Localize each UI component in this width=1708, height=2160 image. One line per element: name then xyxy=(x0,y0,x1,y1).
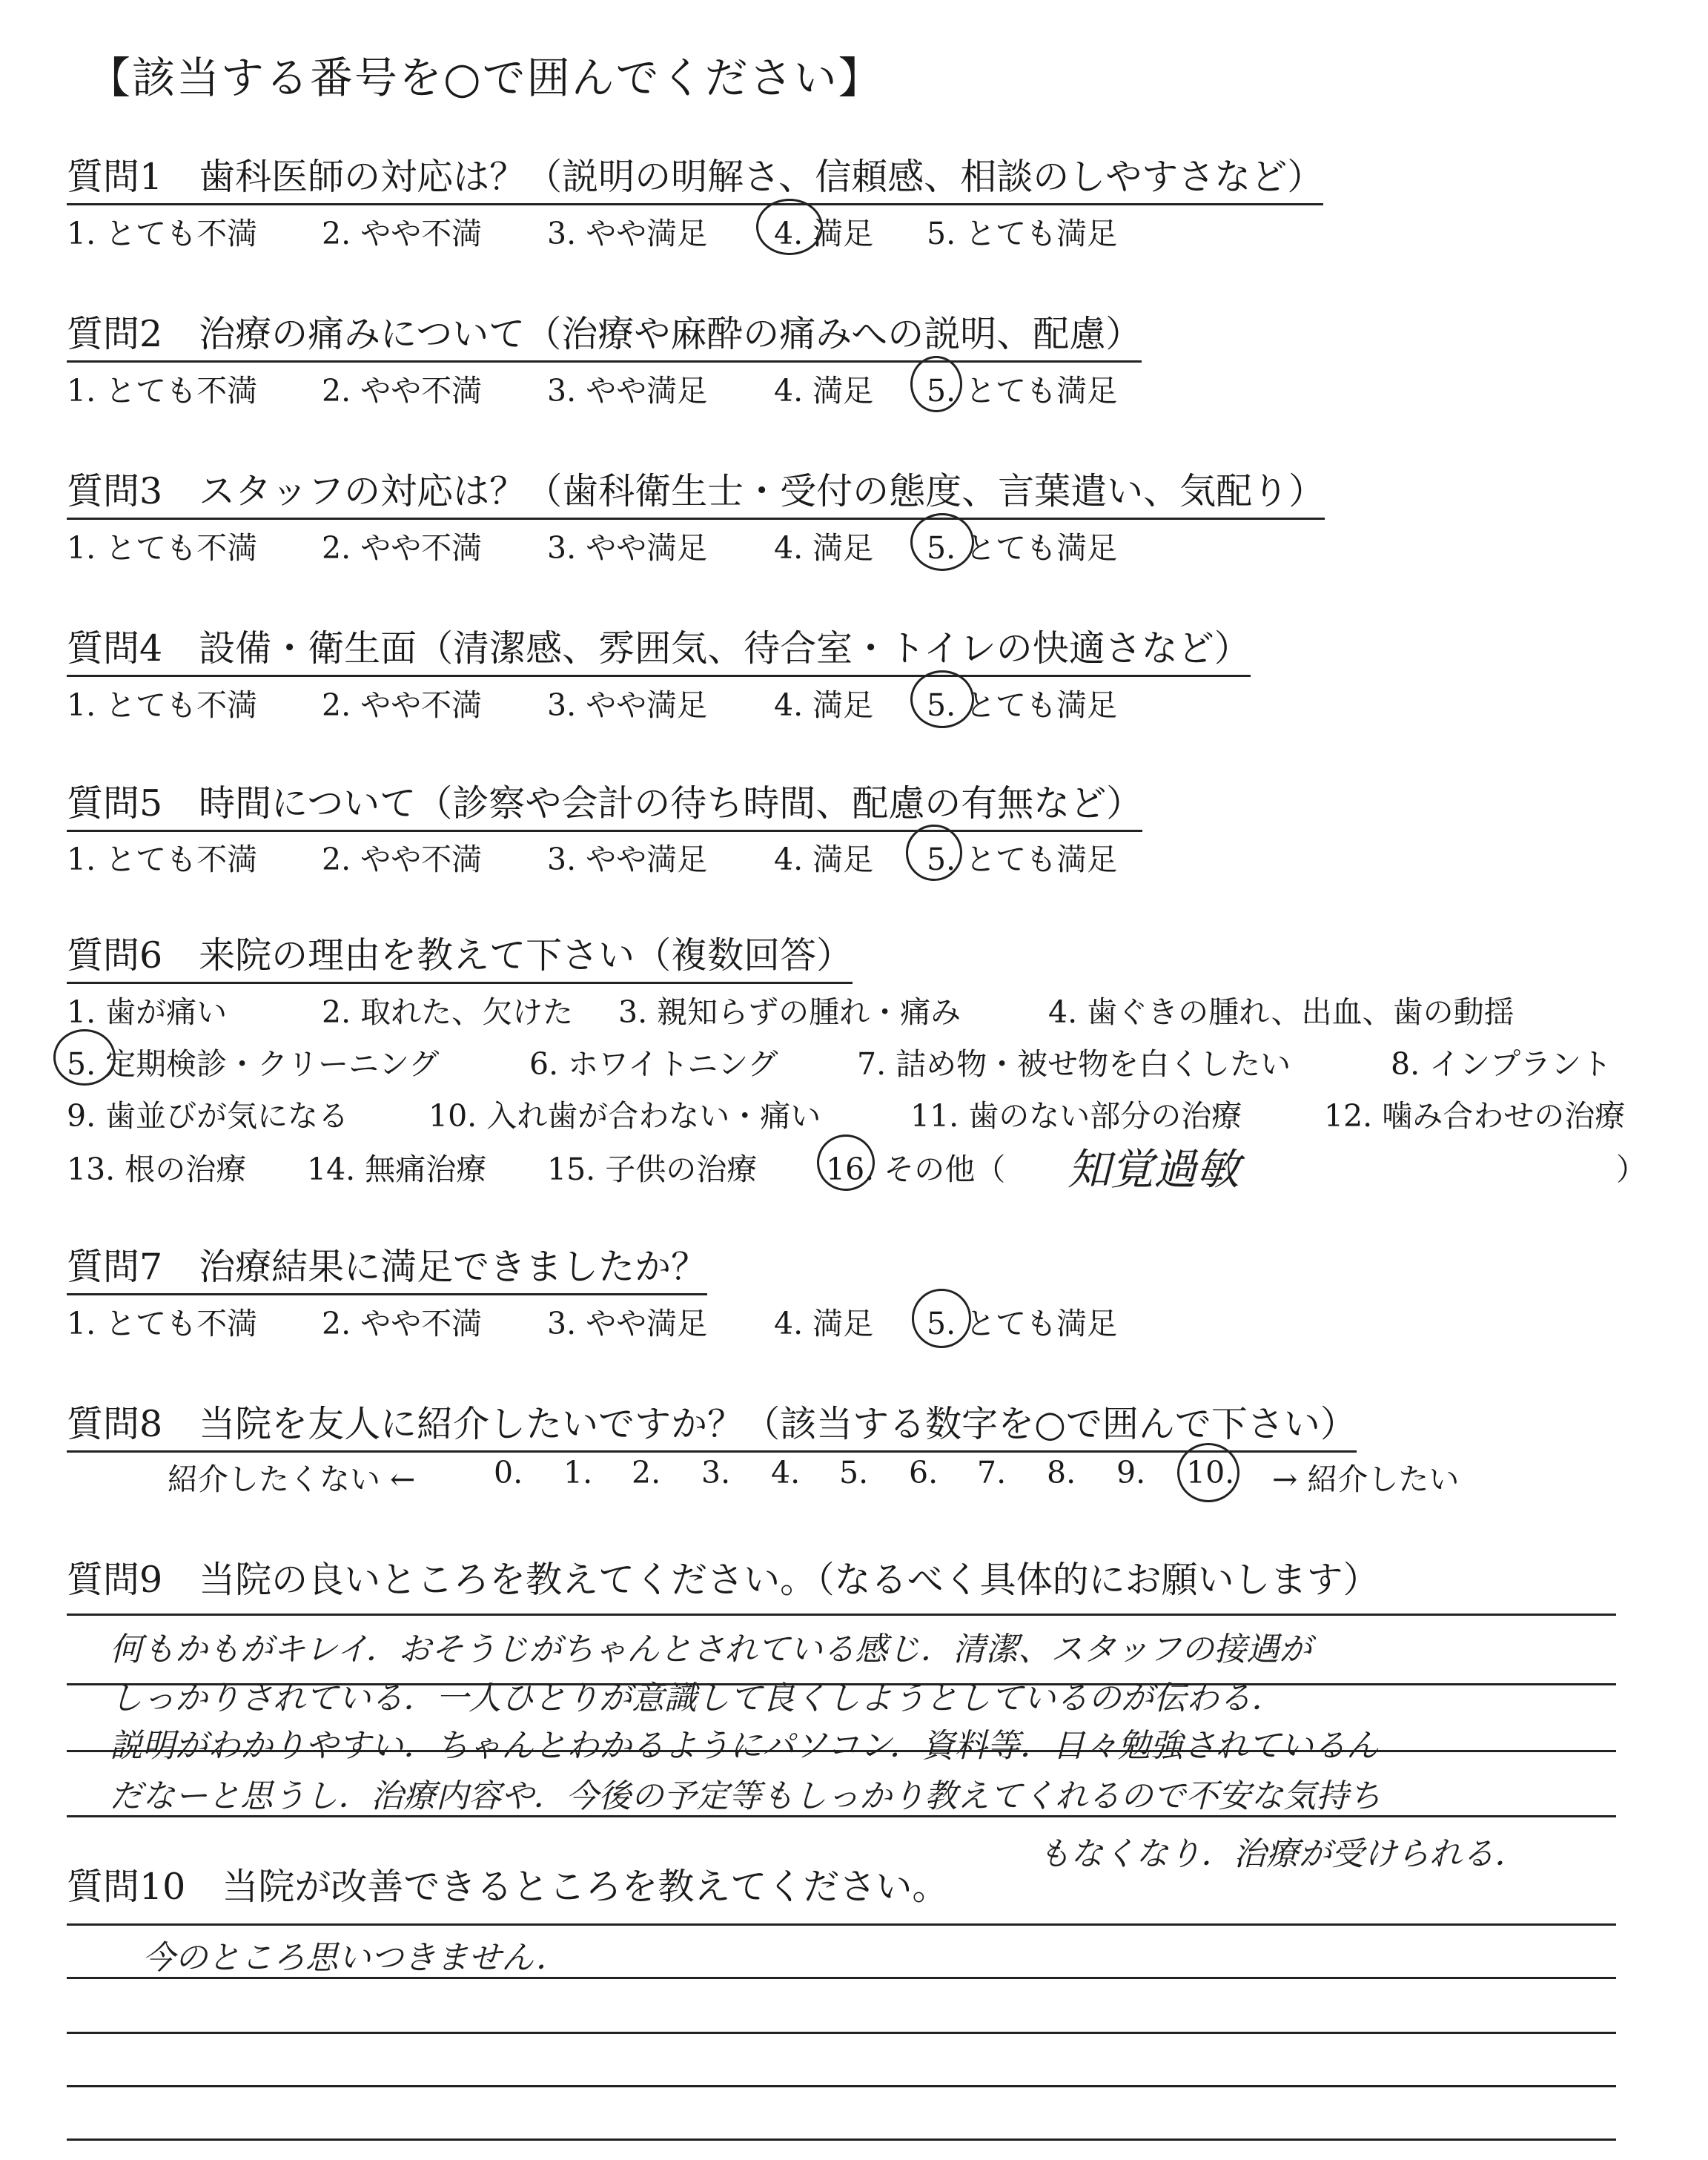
q8-scale-6[interactable]: 6. xyxy=(909,1455,939,1490)
question-7-label: 質問7 治療結果に満足できましたか？ xyxy=(67,1238,707,1295)
question-8-label: 質問8 当院を友人に紹介したいですか？（該当する数字を○で囲んで下さい） xyxy=(67,1396,1357,1453)
q5-option-5[interactable]: 5. とても満足 xyxy=(927,842,1118,877)
q4-selection-circle xyxy=(910,670,974,728)
q7-option-4[interactable]: 4. 満足 xyxy=(774,1306,874,1341)
question-4-label: 質問4 設備・衛生面（清潔感、雰囲気、待合室・トイレの快適さなど） xyxy=(67,620,1251,677)
q6-option-5[interactable]: 5. 定期検診・クリーニング xyxy=(67,1046,440,1082)
q4-option-5[interactable]: 5. とても満足 xyxy=(927,687,1118,723)
q1-option-4[interactable]: 4. 満足 xyxy=(774,216,874,251)
question-3-label: 質問3 スタッフの対応は？（歯科衛生士・受付の態度、言葉遣い、気配り） xyxy=(67,463,1325,520)
q9-answer-line-3: 説明がわかりやすい．ちゃんとわかるようにパソコン．資料等．日々勉強されているん xyxy=(110,1727,1379,1765)
q7-option-3[interactable]: 3. やや満足 xyxy=(547,1306,708,1341)
q8-scale-9[interactable]: 9. xyxy=(1116,1455,1146,1490)
q8-scale-3[interactable]: 3. xyxy=(701,1455,731,1490)
q6-option-13[interactable]: 13. 根の治療 xyxy=(67,1152,247,1187)
q9-answer-line-4: だなーと思うし．治療内容や．今後の予定等もしっかり教えてくれるので不安な気持ち xyxy=(110,1777,1382,1815)
q3-selection-circle xyxy=(910,513,974,571)
q7-selection-circle xyxy=(912,1289,971,1348)
q4-option-3[interactable]: 3. やや満足 xyxy=(547,687,708,723)
q2-option-5[interactable]: 5. とても満足 xyxy=(927,373,1118,409)
q6-option-11[interactable]: 11. 歯のない部分の治療 xyxy=(910,1098,1242,1134)
q6-option-10[interactable]: 10. 入れ歯が合わない・痛い xyxy=(428,1098,821,1134)
q6-option-6[interactable]: 6. ホワイトニング xyxy=(529,1046,778,1082)
q6-option-9[interactable]: 9. 歯並びが気になる xyxy=(67,1098,349,1134)
q2-option-4[interactable]: 4. 満足 xyxy=(774,373,874,409)
question-9-label: 質問9 当院の良いところを教えてください。（なるべく具体的にお願いします） xyxy=(67,1559,1380,1601)
q6-option-8[interactable]: 8. インプラント xyxy=(1391,1046,1612,1082)
q3-option-5[interactable]: 5. とても満足 xyxy=(927,530,1118,566)
question-10-label: 質問10 当院が改善できるところを教えてください。 xyxy=(67,1866,949,1908)
q3-option-4[interactable]: 4. 満足 xyxy=(774,530,874,566)
q4-option-1[interactable]: 1. とても不満 xyxy=(67,687,258,723)
question-6-label: 質問6 来院の理由を教えて下さい（複数回答） xyxy=(67,927,853,984)
q8-scale-left-label: 紹介したくない ← xyxy=(168,1462,416,1497)
question-5-label: 質問5 時間について（診察や会計の待ち時間、配慮の有無など） xyxy=(67,775,1142,832)
q1-option-2[interactable]: 2. やや不満 xyxy=(322,216,483,251)
q8-scale-2[interactable]: 2. xyxy=(632,1455,661,1490)
q6-option-4[interactable]: 4. 歯ぐきの腫れ、出血、歯の動揺 xyxy=(1048,994,1515,1030)
q5-option-4[interactable]: 4. 満足 xyxy=(774,842,874,877)
q7-option-1[interactable]: 1. とても不満 xyxy=(67,1306,258,1341)
q6-option-15[interactable]: 15. 子供の治療 xyxy=(547,1152,758,1187)
q6-option-16[interactable]: 16. その他（ xyxy=(826,1152,1006,1187)
q9-answer-line-1: 何もかもがキレイ．おそうじがちゃんとされている感じ．清潔、スタッフの接遇が xyxy=(110,1631,1312,1668)
q2-option-1[interactable]: 1. とても不満 xyxy=(67,373,258,409)
q4-option-4[interactable]: 4. 満足 xyxy=(774,687,874,723)
q8-scale-5[interactable]: 5. xyxy=(839,1455,869,1490)
q6-selection-circle-16 xyxy=(817,1135,875,1191)
q7-option-5[interactable]: 5. とても満足 xyxy=(927,1306,1118,1341)
q10-ruled-line xyxy=(67,2138,1616,2141)
q8-scale-4[interactable]: 4. xyxy=(771,1455,801,1490)
q2-option-3[interactable]: 3. やや満足 xyxy=(547,373,708,409)
q9-ruled-line xyxy=(67,1614,1616,1616)
q8-scale-8[interactable]: 8. xyxy=(1047,1455,1076,1490)
q10-ruled-line xyxy=(67,2085,1616,2087)
q3-option-2[interactable]: 2. やや不満 xyxy=(322,530,483,566)
q5-option-1[interactable]: 1. とても不満 xyxy=(67,842,258,877)
q5-selection-circle xyxy=(906,825,962,881)
q1-selection-circle xyxy=(756,199,823,255)
q6-other-handwritten: 知覚過敏 xyxy=(1068,1144,1240,1195)
q8-scale-0[interactable]: 0. xyxy=(494,1455,523,1490)
q1-option-5[interactable]: 5. とても満足 xyxy=(927,216,1118,251)
q6-option-12[interactable]: 12. 噛み合わせの治療 xyxy=(1324,1098,1626,1134)
page-title: 【該当する番号を○で囲んでください】 xyxy=(87,53,883,103)
q2-option-2[interactable]: 2. やや不満 xyxy=(322,373,483,409)
q6-option-2[interactable]: 2. 取れた、欠けた xyxy=(322,994,574,1030)
q6-option-7[interactable]: 7. 詰め物・被せ物を白くしたい xyxy=(857,1046,1291,1082)
q8-selection-circle xyxy=(1177,1443,1239,1502)
q6-option-3[interactable]: 3. 親知らずの腫れ・痛み xyxy=(618,994,961,1030)
q4-option-2[interactable]: 2. やや不満 xyxy=(322,687,483,723)
q1-option-3[interactable]: 3. やや満足 xyxy=(547,216,708,251)
q10-answer-line-1: 今のところ思いつきません． xyxy=(142,1939,569,1977)
q6-selection-circle-5 xyxy=(53,1029,116,1086)
question-1-label: 質問1 歯科医師の対応は？（説明の明解さ、信頼感、相談のしやすさなど） xyxy=(67,148,1323,205)
q9-answer-line-5: もなくなり．治療が受けられる． xyxy=(1038,1835,1527,1873)
q6-option-1[interactable]: 1. 歯が痛い xyxy=(67,994,228,1030)
q2-selection-circle xyxy=(910,356,962,412)
q3-option-1[interactable]: 1. とても不満 xyxy=(67,530,258,566)
q1-option-1[interactable]: 1. とても不満 xyxy=(67,216,258,251)
q7-option-2[interactable]: 2. やや不満 xyxy=(322,1306,483,1341)
q8-scale-right-label: → 紹介したい xyxy=(1272,1462,1460,1497)
q8-scale-10[interactable]: 10. xyxy=(1186,1455,1235,1490)
q8-scale-1[interactable]: 1. xyxy=(563,1455,593,1490)
q8-scale-7[interactable]: 7. xyxy=(977,1455,1007,1490)
q9-answer-line-2: しっかりされている．一人ひとりが意識して良くしようとしているのが伝わる． xyxy=(110,1680,1284,1717)
q3-option-3[interactable]: 3. やや満足 xyxy=(547,530,708,566)
q5-option-2[interactable]: 2. やや不満 xyxy=(322,842,483,877)
q6-other-close-paren: ） xyxy=(1616,1152,1646,1187)
q6-option-14[interactable]: 14. 無痛治療 xyxy=(307,1152,487,1187)
question-2-label: 質問2 治療の痛みについて（治療や麻酔の痛みへの説明、配慮） xyxy=(67,305,1142,363)
q10-ruled-line xyxy=(67,2032,1616,2034)
q10-ruled-line xyxy=(67,1923,1616,1926)
q5-option-3[interactable]: 3. やや満足 xyxy=(547,842,708,877)
